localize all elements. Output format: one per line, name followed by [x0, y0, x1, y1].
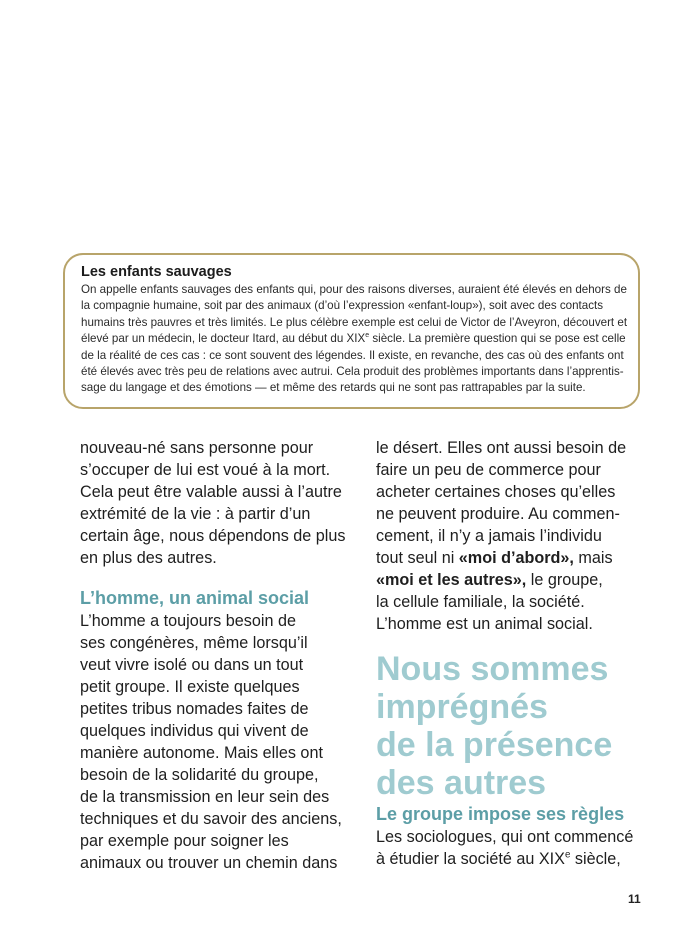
right-lower-paragraph: [376, 826, 656, 870]
chapter-title: [376, 650, 676, 802]
text-line: ne peuvent produire. Au commen-: [376, 505, 620, 523]
text-part: le groupe,: [526, 571, 603, 589]
text-line: acheter certaines choses qu’elles: [376, 483, 616, 501]
left-column: [80, 437, 360, 874]
text-line: en plus des autres.: [80, 549, 217, 567]
section-heading-groupe-regles: Le groupe impose ses règles: [376, 804, 625, 824]
text-line: quelques individus qui vivent de: [80, 722, 309, 740]
text-part: siècle,: [570, 850, 621, 868]
box-line: de la réalité de ces cas : ce sont souvent des légendes. Il existe, en revanche, des cas où des enfants ont: [81, 348, 624, 362]
text-line: techniques et du savoir des anciens,: [80, 810, 342, 828]
left-paragraph-1: [80, 437, 360, 569]
text-part: à étudier la société au XIX: [376, 850, 565, 868]
right-column: [376, 437, 646, 635]
title-line: des autres: [376, 764, 547, 802]
text-part: mais: [573, 549, 613, 567]
text-line: de la transmission en leur sein des: [80, 788, 330, 806]
text-line: Cela peut être valable aussi à l’autre: [80, 483, 342, 501]
title-line: de la présence: [376, 726, 613, 764]
box-line: sage du langage et des émotions — et même des retards qui ne sont pas rattrapables par la suite.: [81, 381, 586, 395]
left-paragraph-2: [80, 610, 360, 874]
box-title: Les enfants sauvages: [81, 264, 232, 280]
box-text: [81, 282, 628, 397]
text-part: tout seul ni: [376, 549, 459, 567]
text-line-with-sup: [376, 848, 656, 870]
box-line: été élevés avec très peu de relations avec autrui. Cela produit des problèmes importants dans l’apprentis-: [81, 365, 624, 379]
text-line: s’occuper de lui est voué à la mort.: [80, 461, 331, 479]
sidebar-box-enfants-sauvages: [63, 253, 640, 409]
superscript: e: [564, 849, 571, 861]
page-number: 11: [628, 892, 641, 906]
section-heading-animal-social: L’homme, un animal social: [80, 588, 310, 608]
quote-moi-dabord: «moi d’abord»,: [458, 549, 574, 567]
text-line: nouveau-né sans personne pour: [80, 439, 314, 457]
right-paragraph: [376, 437, 646, 635]
text-line: L’homme a toujours besoin de: [80, 612, 296, 630]
quote-moi-et-les-autres: «moi et les autres»,: [376, 571, 527, 589]
text-line-with-quote: [376, 569, 646, 591]
text-line: animaux ou trouver un chemin dans: [80, 854, 338, 872]
title-line: imprégnés: [376, 688, 548, 726]
box-line: humains très pauvres et très limités. Le plus célèbre exemple est celui de Victor de l’Aveyron, découvert et: [81, 315, 628, 329]
box-superscript: e: [365, 332, 370, 340]
text-line: certain âge, nous dépendons de plus: [80, 527, 346, 545]
box-line-part: élevé par un médecin, le docteur Itard, au début du XIX: [81, 332, 366, 346]
text-line: petit groupe. Il existe quelques: [80, 678, 300, 696]
title-line: Nous sommes: [376, 650, 609, 688]
text-line: faire un peu de commerce pour: [376, 461, 601, 479]
text-line: la cellule familiale, la société.: [376, 593, 585, 611]
text-line: ses congénères, même lorsqu’il: [80, 634, 308, 652]
text-line: veut vivre isolé ou dans un tout: [80, 656, 304, 674]
spacer: [80, 569, 360, 586]
box-line: On appelle enfants sauvages des enfants qui, pour des raisons diverses, auraient été élevés en dehors de: [81, 283, 627, 296]
text-line: petites tribus nomades faites de: [80, 700, 309, 718]
text-line-with-quote: [376, 547, 646, 569]
box-line-part: siècle. La première question qui se pose est celle: [369, 332, 626, 346]
text-line: cement, il n’y a jamais l’individu: [376, 527, 602, 545]
text-line: besoin de la solidarité du groupe,: [80, 766, 319, 784]
text-line: manière autonome. Mais elles ont: [80, 744, 323, 762]
box-line-with-sup: [81, 331, 626, 347]
text-line: Les sociologues, qui ont commencé: [376, 828, 634, 846]
text-line: par exemple pour soigner les: [80, 832, 289, 850]
text-line: extrémité de la vie : à partir d’un: [80, 505, 311, 523]
box-line: la compagnie humaine, soit par des animaux (d’où l’expression «enfant-loup»), soit avec des contacts: [81, 299, 604, 313]
text-line: L’homme est un animal social.: [376, 615, 593, 633]
text-line: le désert. Elles ont aussi besoin de: [376, 439, 627, 457]
right-lower-block: [376, 802, 656, 870]
